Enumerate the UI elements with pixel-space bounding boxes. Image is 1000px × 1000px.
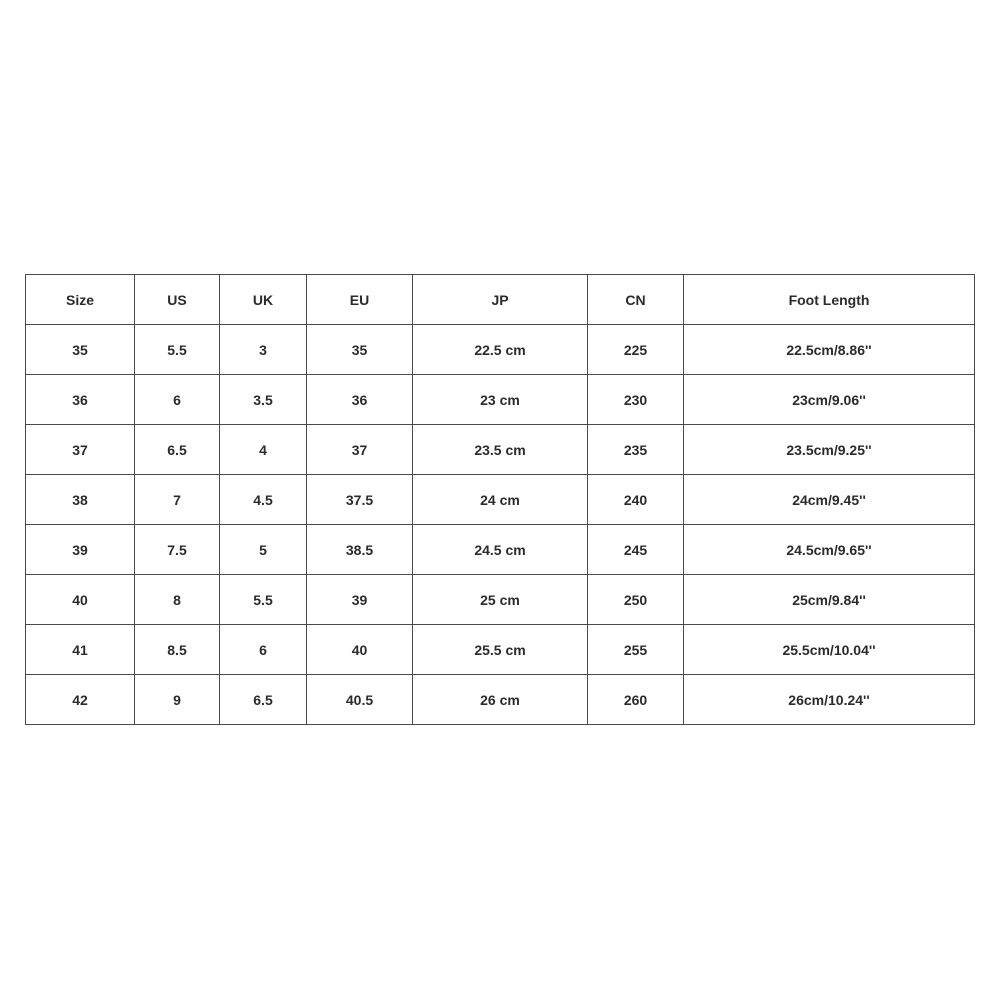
cell-foot-length: 25.5cm/10.04''	[684, 625, 975, 675]
cell-us: 7.5	[135, 525, 220, 575]
cell-eu: 40.5	[307, 675, 413, 725]
table-row	[26, 475, 975, 525]
cell-jp: 23 cm	[413, 375, 588, 425]
table-row	[26, 425, 975, 475]
table-row	[26, 625, 975, 675]
cell-foot-length: 24cm/9.45''	[684, 475, 975, 525]
cell-eu: 36	[307, 375, 413, 425]
cell-eu: 37.5	[307, 475, 413, 525]
cell-size: 40	[26, 575, 135, 625]
header-row	[26, 275, 975, 325]
cell-size: 36	[26, 375, 135, 425]
cell-cn: 225	[588, 325, 684, 375]
cell-size: 37	[26, 425, 135, 475]
cell-cn: 235	[588, 425, 684, 475]
cell-eu: 40	[307, 625, 413, 675]
cell-uk: 3.5	[220, 375, 307, 425]
cell-cn: 240	[588, 475, 684, 525]
cell-uk: 6.5	[220, 675, 307, 725]
cell-size: 39	[26, 525, 135, 575]
cell-size: 35	[26, 325, 135, 375]
cell-us: 8.5	[135, 625, 220, 675]
header-eu: EU	[307, 275, 413, 325]
size-chart-table	[25, 274, 975, 725]
cell-uk: 4.5	[220, 475, 307, 525]
cell-uk: 4	[220, 425, 307, 475]
cell-size: 42	[26, 675, 135, 725]
cell-us: 6	[135, 375, 220, 425]
cell-uk: 5.5	[220, 575, 307, 625]
cell-uk: 6	[220, 625, 307, 675]
cell-eu: 38.5	[307, 525, 413, 575]
header-foot-length: Foot Length	[684, 275, 975, 325]
cell-foot-length: 24.5cm/9.65''	[684, 525, 975, 575]
cell-eu: 39	[307, 575, 413, 625]
header-size: Size	[26, 275, 135, 325]
cell-eu: 35	[307, 325, 413, 375]
cell-jp: 22.5 cm	[413, 325, 588, 375]
header-us: US	[135, 275, 220, 325]
table-row	[26, 525, 975, 575]
cell-eu: 37	[307, 425, 413, 475]
cell-jp: 26 cm	[413, 675, 588, 725]
cell-cn: 245	[588, 525, 684, 575]
cell-jp: 24 cm	[413, 475, 588, 525]
cell-foot-length: 22.5cm/8.86''	[684, 325, 975, 375]
cell-cn: 230	[588, 375, 684, 425]
cell-jp: 23.5 cm	[413, 425, 588, 475]
cell-uk: 3	[220, 325, 307, 375]
header-uk: UK	[220, 275, 307, 325]
cell-jp: 25 cm	[413, 575, 588, 625]
cell-foot-length: 23cm/9.06''	[684, 375, 975, 425]
cell-us: 6.5	[135, 425, 220, 475]
cell-us: 7	[135, 475, 220, 525]
table-row	[26, 675, 975, 725]
cell-cn: 260	[588, 675, 684, 725]
cell-jp: 24.5 cm	[413, 525, 588, 575]
cell-foot-length: 23.5cm/9.25''	[684, 425, 975, 475]
cell-us: 9	[135, 675, 220, 725]
cell-foot-length: 26cm/10.24''	[684, 675, 975, 725]
cell-cn: 250	[588, 575, 684, 625]
cell-us: 8	[135, 575, 220, 625]
header-cn: CN	[588, 275, 684, 325]
table-row	[26, 325, 975, 375]
header-jp: JP	[413, 275, 588, 325]
cell-cn: 255	[588, 625, 684, 675]
cell-size: 41	[26, 625, 135, 675]
cell-size: 38	[26, 475, 135, 525]
cell-uk: 5	[220, 525, 307, 575]
table-row	[26, 375, 975, 425]
cell-foot-length: 25cm/9.84''	[684, 575, 975, 625]
cell-jp: 25.5 cm	[413, 625, 588, 675]
table-row	[26, 575, 975, 625]
cell-us: 5.5	[135, 325, 220, 375]
